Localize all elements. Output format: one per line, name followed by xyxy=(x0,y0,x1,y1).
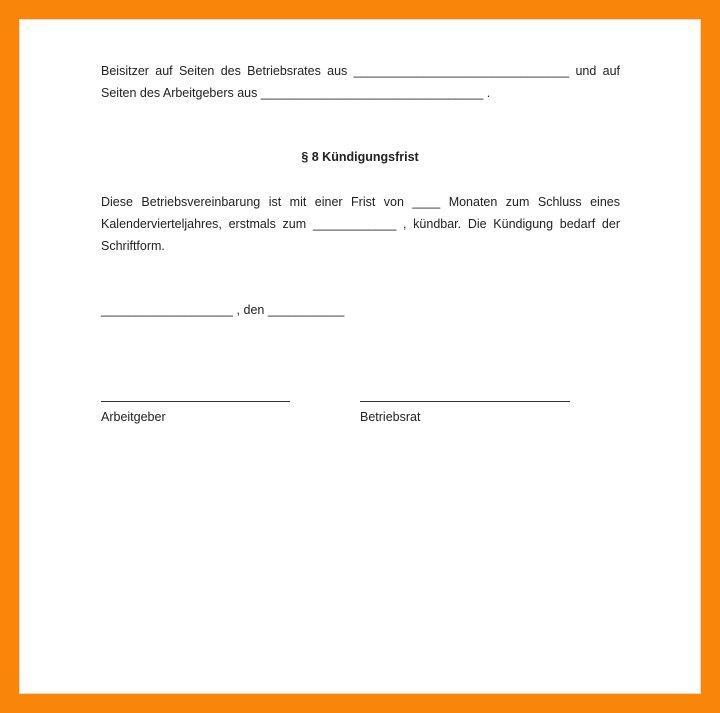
works-council-label: Betriebsrat xyxy=(360,410,421,424)
assessors-line-1: Beisitzer auf Seiten des Betriebsrates aus _______________________________ und auf xyxy=(101,64,620,78)
place-date-line: ___________________ , den ___________ xyxy=(101,303,345,317)
notice-period-paragraph xyxy=(101,191,620,257)
works-council-signature-line xyxy=(360,401,570,402)
assessors-line-2: Seiten des Arbeitgebers aus ________________________________ . xyxy=(101,86,491,100)
notice-line-3: Schriftform. xyxy=(101,239,165,253)
notice-line-2: Kalendervierteljahres, erstmals zum ____________ , kündbar. Die Kündigung bedarf der xyxy=(101,217,620,231)
section-heading: § 8 Kündigungsfrist xyxy=(301,150,419,164)
employer-signature-line xyxy=(101,401,290,402)
document-page xyxy=(19,19,701,694)
notice-line-1: Diese Betriebsvereinbarung ist mit einer Frist von ____ Monaten zum Schluss eines xyxy=(101,195,620,209)
assessors-paragraph xyxy=(101,60,620,104)
employer-label: Arbeitgeber xyxy=(101,410,166,424)
